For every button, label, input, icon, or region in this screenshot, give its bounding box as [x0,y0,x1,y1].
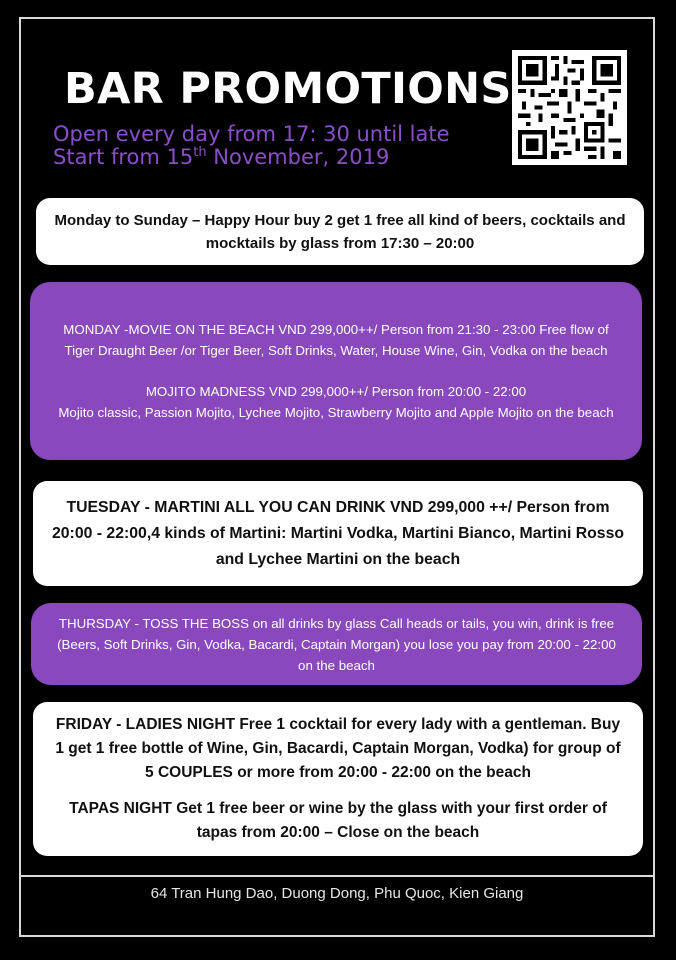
happy-hour-panel [36,198,644,265]
footer-divider [19,875,655,877]
monday-panel [30,282,642,460]
start-date-prefix: Start from 15 [53,145,194,169]
address: 64 Tran Hung Dao, Duong Dong, Phu Quoc, Kien Giang [150,885,524,902]
qr-code-graphic [518,56,621,159]
monday-movie-text: MONDAY -MOVIE ON THE BEACH VND 299,000++/ Person from 21:30 - 23:00 Free flow of Tiger Draught Beer /or Tiger Beer, Soft Drinks, Water, House Wine, Gin, Vodka on the beach [63,322,609,358]
happy-hour-text: Monday to Sunday – Happy Hour buy 2 get 1 free all kind of beers, cocktails and mocktails by glass from 17:30 – 20:00 [54,211,626,252]
mojito-title: MOJITO MADNESS VND 299,000++/ Person from 20:00 - 22:00 [145,384,527,399]
poster-title: BAR PROMOTIONS [64,64,512,114]
friday-text: FRIDAY - LADIES NIGHT Free 1 cocktail for every lady with a gentleman. Buy 1 get 1 free bottle of Wine, Gin, Bacardi, Captain Morgan, Vodka) for group of 5 COUPLES or more from 20:00 - 22:00 on the beach [55,716,621,781]
mojito-text: Mojito classic, Passion Mojito, Lychee Mojito, Strawberry Mojito and Apple Mojito on the beach [58,405,614,420]
start-date-suffix: November, 2019 [206,145,390,169]
thursday-text: THURSDAY - TOSS THE BOSS on all drinks by glass Call heads or tails, you win, drink is free (Beers, Soft Drinks, Gin, Vodka, Bacardi, Captain Morgan) you lose you pay from 20:00 - 22:00 on the beach [57,615,616,673]
start-date [53,145,389,169]
opening-hours: Open every day from 17: 30 until late [53,122,450,146]
friday-panel [33,702,643,856]
qr-code-icon[interactable] [512,50,627,165]
tuesday-panel [33,481,643,586]
thursday-panel [31,603,642,685]
tuesday-text: TUESDAY - MARTINI ALL YOU CAN DRINK VND 299,000 ++/ Person from 20:00 - 22:00,4 kinds of Martini: Martini Vodka, Martini Bianco, Martini Rosso and Lychee Martini on the beach [51,498,625,568]
start-date-ordinal: th [193,145,207,160]
tapas-text: TAPAS NIGHT Get 1 free beer or wine by the glass with your first order of tapas from 20:00 – Close on the beach [69,800,607,841]
